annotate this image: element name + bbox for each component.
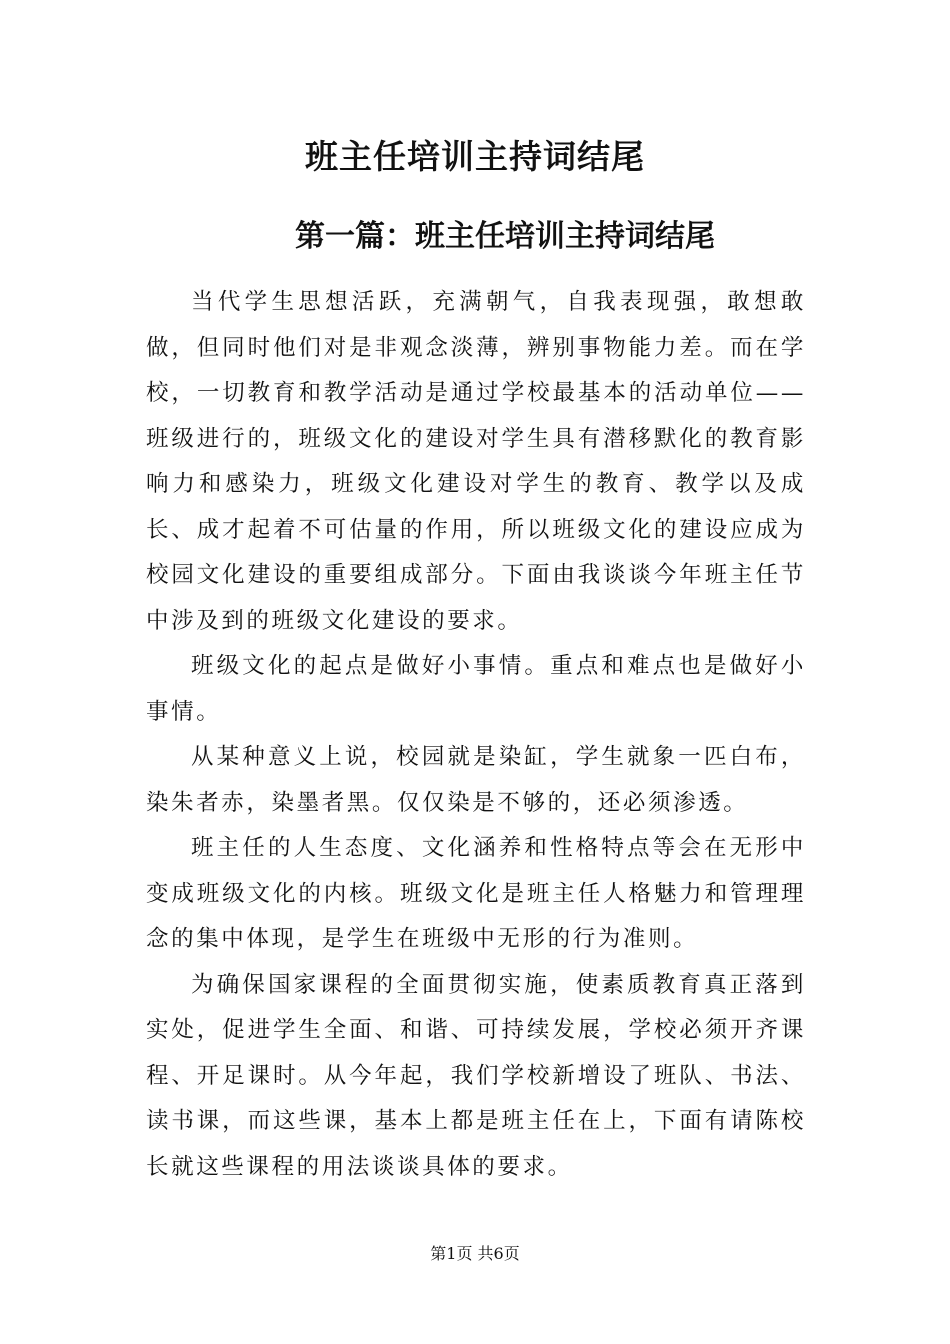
paragraph-3: 从某种意义上说，校园就是染缸，学生就象一匹白布，染朱者赤，染墨者黑。仅仅染是不够的，还必须渗透。 — [146, 744, 806, 816]
paragraph-2: 班级文化的起点是做好小事情。重点和难点也是做好小事情。 — [146, 653, 806, 725]
paragraph-1: 当代学生思想活跃，充满朝气，自我表现强，敢想敢做，但同时他们对是非观念淡薄，辨别事物能力差。而在学校，一切教育和教学活动是通过学校最基本的活动单位——班级进行的，班级文化的建设对学生具有潜移默化的教育影响力和感染力，班级文化建设对学生的教育、教学以及成长、成才起着不可估量的作用，所以班级文化的建设应成为校园文化建设的重要组成部分。下面由我谈谈今年班主任节中涉及到的班级文化建设的要求。 — [146, 289, 806, 634]
paragraph-4: 班主任的人生态度、文化涵养和性格特点等会在无形中变成班级文化的内核。班级文化是班主任人格魅力和管理理念的集中体现，是学生在班级中无形的行为准则。 — [146, 835, 806, 952]
page-number-footer: 第1页 共6页 — [430, 1244, 520, 1263]
paragraph-5: 为确保国家课程的全面贯彻实施，使素质教育真正落到实处，促进学生全面、和谐、可持续发展，学校必须开齐课程、开足课时。从今年起，我们学校新增设了班队、书法、读书课，而这些课，基本上都是班主任在上，下面有请陈校长就这些课程的用法谈谈具体的要求。 — [146, 971, 806, 1180]
document-body — [146, 280, 806, 1190]
section-title: 第一篇：班主任培训主持词结尾 — [295, 219, 715, 254]
document-title: 班主任培训主持词结尾 — [305, 137, 645, 176]
